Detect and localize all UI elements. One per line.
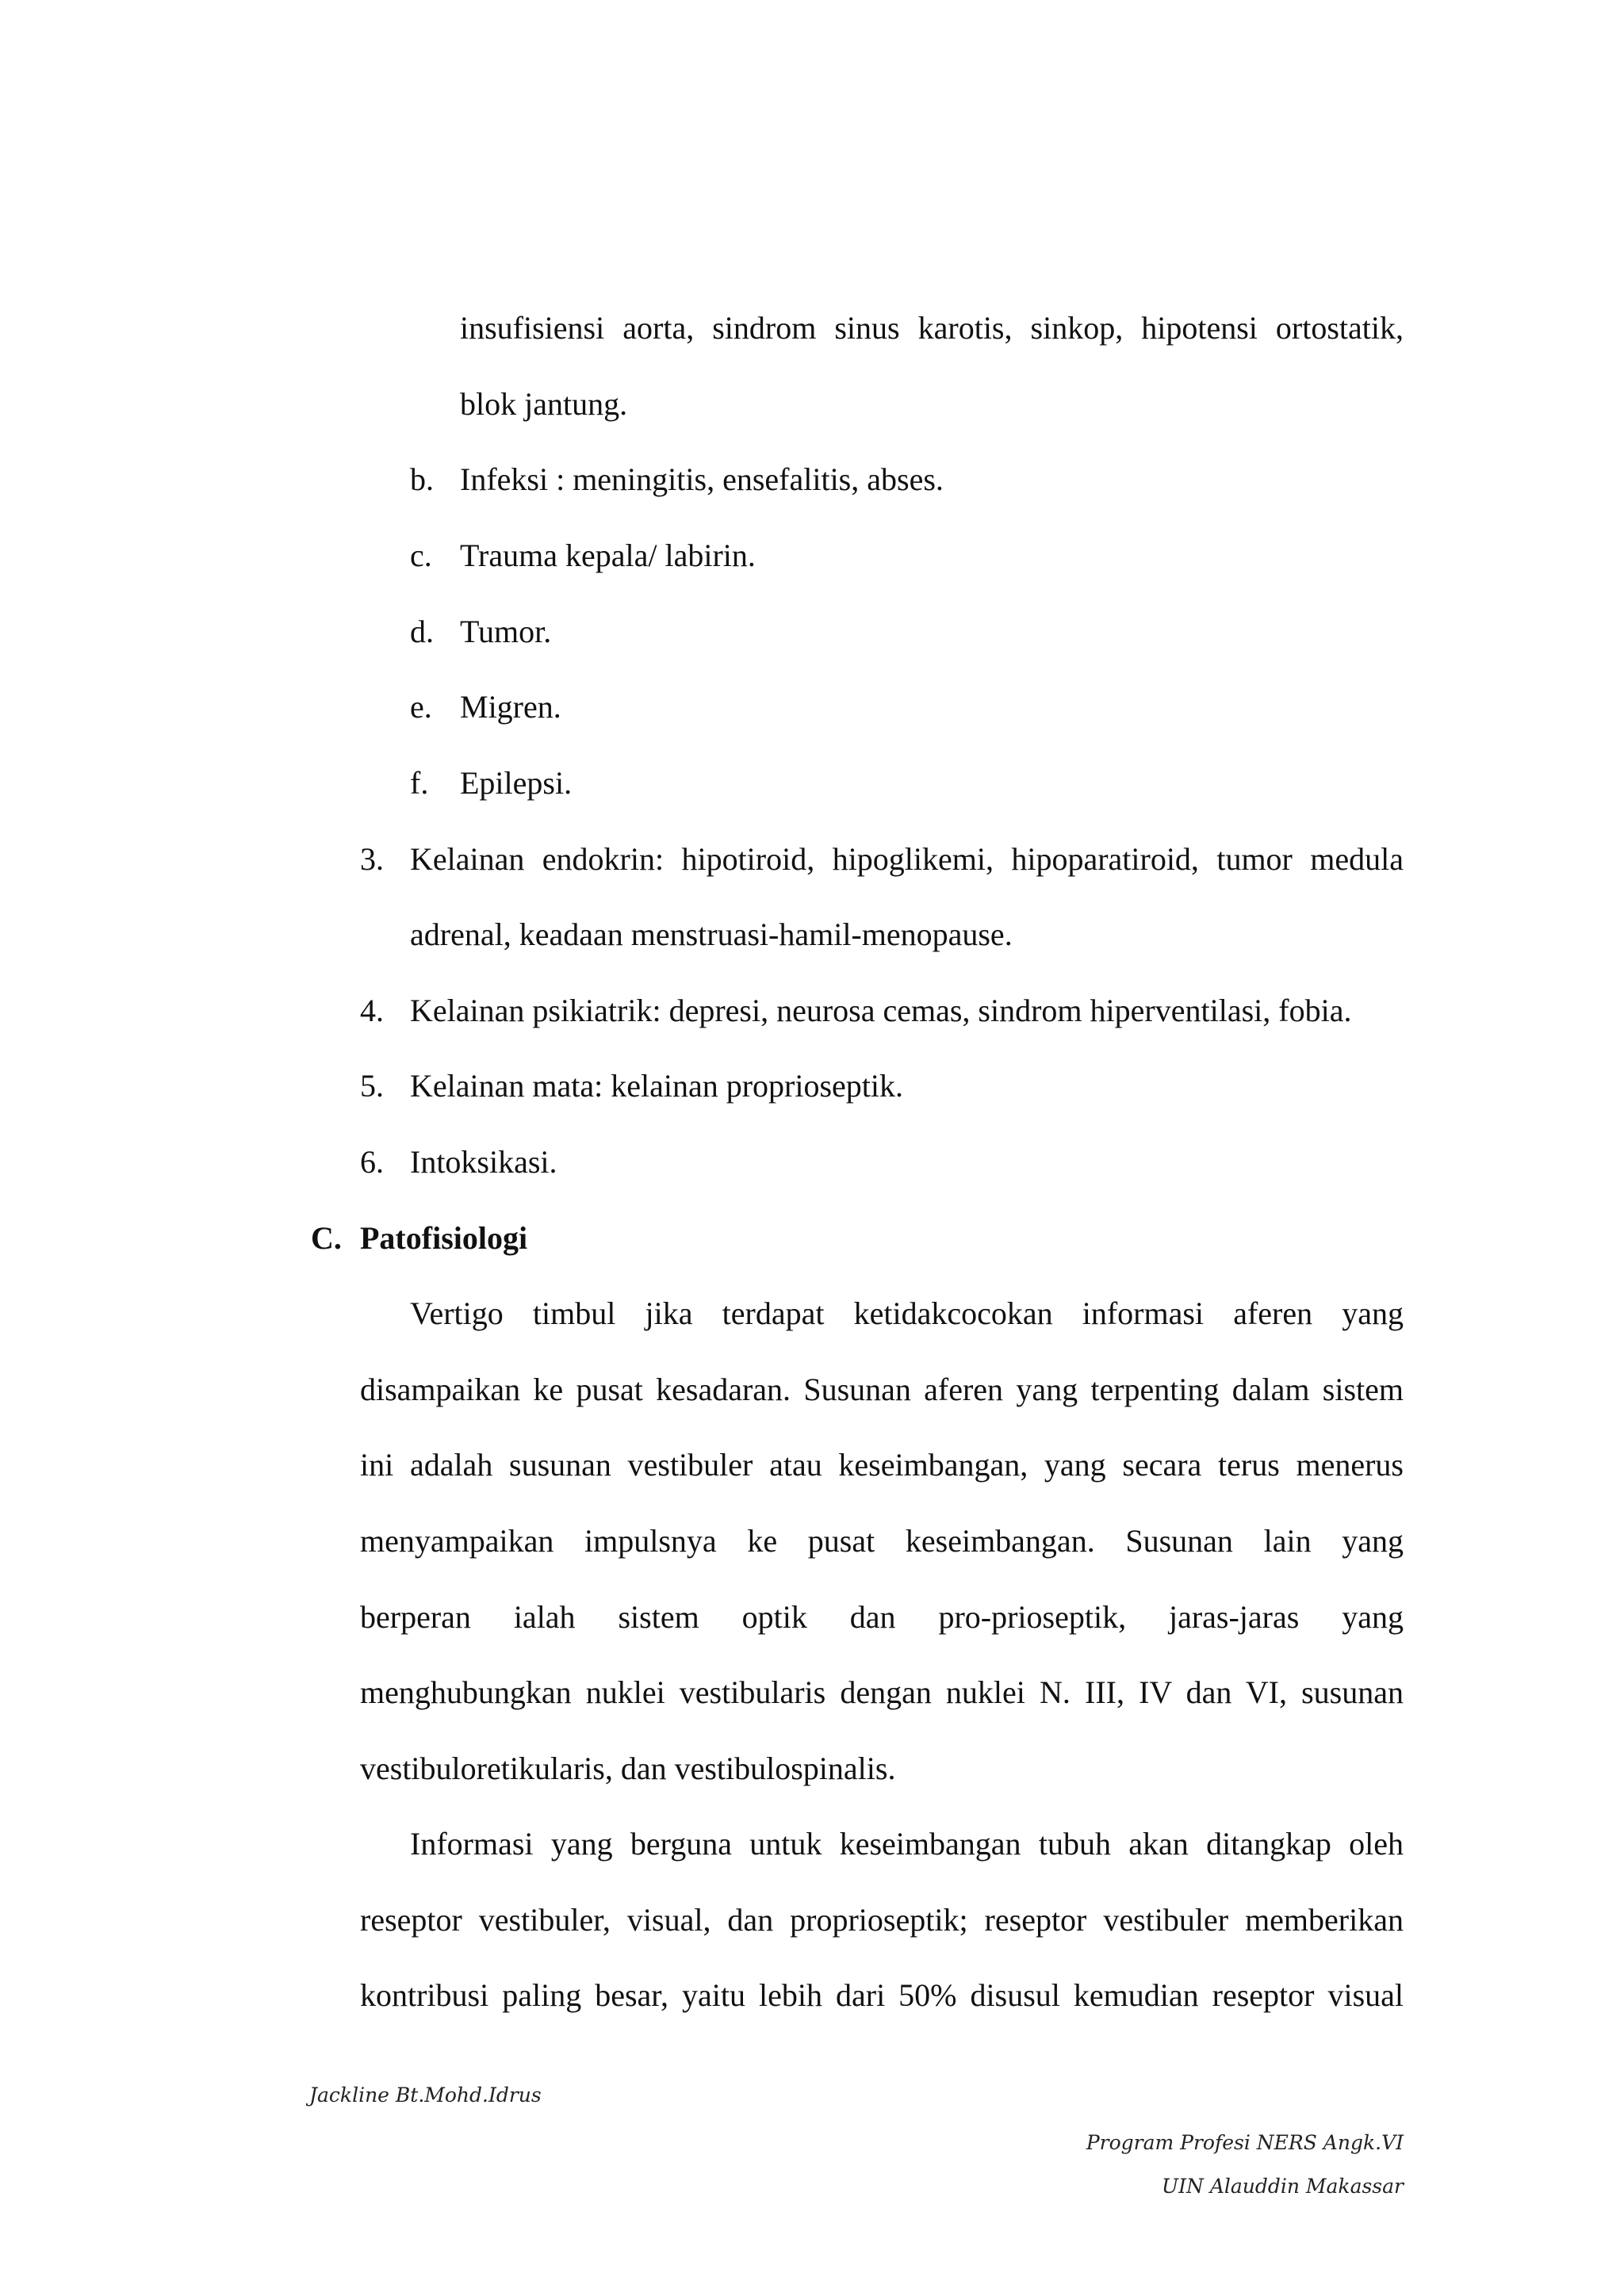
numbered-item-marker: 3. xyxy=(360,841,384,877)
section-marker: C. xyxy=(311,1220,342,1256)
footer-program: Program Profesi NERS Angk.VI xyxy=(1086,2131,1404,2154)
paragraph-line: menyampaikan impulsnya ke pusat keseimbangan. Susunan lain yang xyxy=(360,1523,1404,1559)
paragraph-line: Vertigo timbul jika terdapat ketidakcocokan informasi aferen yang xyxy=(410,1295,1404,1331)
sub-item-marker: e. xyxy=(410,689,432,725)
section-title: Patofisiologi xyxy=(360,1220,528,1256)
numbered-item-line: adrenal, keadaan menstruasi-hamil-menopause. xyxy=(410,916,1013,952)
sub-item-text: Infeksi : meningitis, ensefalitis, abses. xyxy=(460,461,944,497)
paragraph-line: kontribusi paling besar, yaitu lebih dari 50% disusul kemudian reseptor visual xyxy=(360,1977,1404,2013)
paragraph-line: berperan ialah sistem optik dan pro-prioseptik, jaras-jaras yang xyxy=(360,1599,1404,1635)
continuation-line-2: blok jantung. xyxy=(460,386,628,422)
continuation-line-1: insufisiensi aorta, sindrom sinus karotis, sinkop, hipotensi ortostatik, xyxy=(460,310,1404,346)
paragraph-line: vestibuloretikularis, dan vestibulospinalis. xyxy=(360,1751,896,1786)
sub-item-marker: b. xyxy=(410,461,434,497)
paragraph-line: menghubungkan nuklei vestibularis dengan nuklei N. III, IV dan VI, susunan xyxy=(360,1674,1404,1710)
numbered-item-line: Intoksikasi. xyxy=(410,1144,557,1180)
sub-item-text: Epilepsi. xyxy=(460,765,573,801)
sub-item-text: Trauma kepala/ labirin. xyxy=(460,538,756,573)
footer-author: Jackline Bt.Mohd.Idrus xyxy=(309,2084,542,2107)
numbered-item-line: Kelainan endokrin: hipotiroid, hipoglikemi, hipoparatiroid, tumor medula xyxy=(410,841,1404,877)
numbered-item-line: Kelainan mata: kelainan proprioseptik. xyxy=(410,1068,904,1104)
footer-institution: UIN Alauddin Makassar xyxy=(1162,2175,1404,2198)
sub-item-text: Migren. xyxy=(460,689,561,725)
paragraph-line: ini adalah susunan vestibuler atau keseimbangan, yang secara terus menerus xyxy=(360,1447,1404,1483)
numbered-item-line: Kelainan psikiatrik: depresi, neurosa cemas, sindrom hiperventilasi, fobia. xyxy=(410,993,1352,1028)
sub-item-text: Tumor. xyxy=(460,614,552,649)
sub-item-marker: d. xyxy=(410,614,434,649)
numbered-item-marker: 4. xyxy=(360,993,384,1028)
paragraph-line: Informasi yang berguna untuk keseimbangan tubuh akan ditangkap oleh xyxy=(410,1826,1404,1862)
paragraph-line: disampaikan ke pusat kesadaran. Susunan aferen yang terpenting dalam sistem xyxy=(360,1372,1404,1407)
numbered-item-marker: 5. xyxy=(360,1068,384,1104)
numbered-item-marker: 6. xyxy=(360,1144,384,1180)
paragraph-line: reseptor vestibuler, visual, dan proprioseptik; reseptor vestibuler memberikan xyxy=(360,1902,1404,1938)
sub-item-marker: c. xyxy=(410,538,432,573)
sub-item-marker: f. xyxy=(410,765,429,801)
